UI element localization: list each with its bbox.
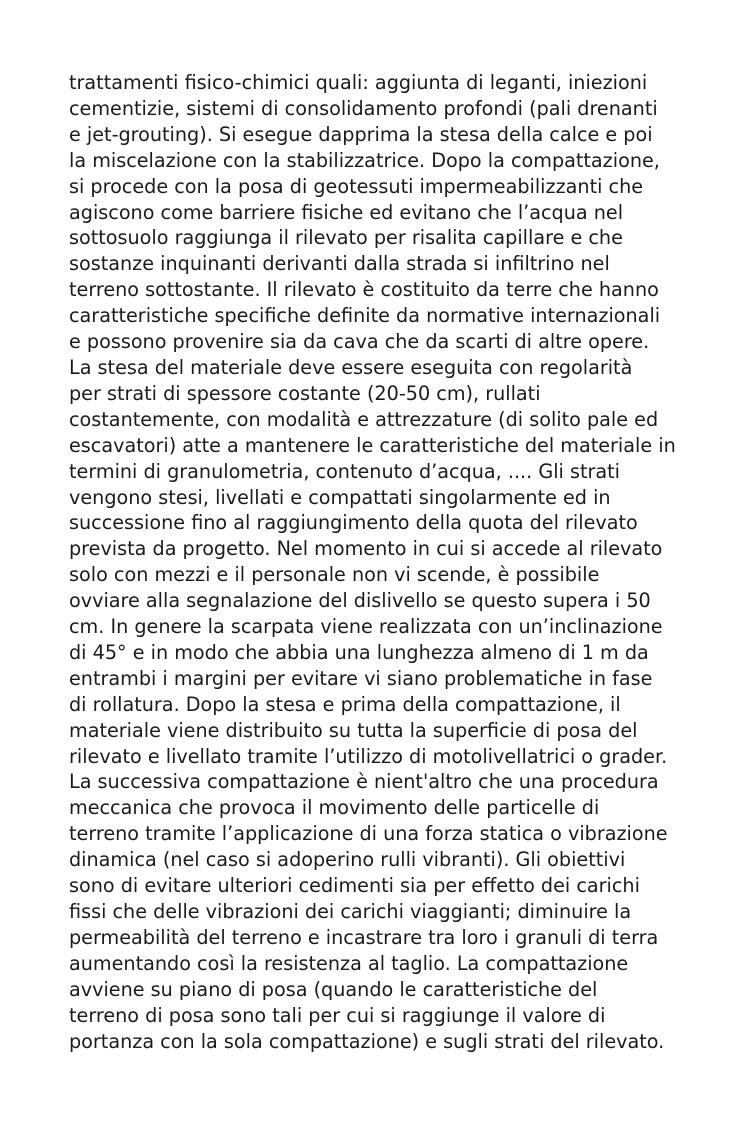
text-line: solo con mezzi e il personale non vi scende, è possibile <box>69 563 600 587</box>
text-line: cm. In genere la scarpata viene realizzata con un’inclinazione <box>69 615 663 639</box>
text-line: materiale viene distribuito su tutta la superficie di posa del <box>69 718 638 742</box>
text-line: La stesa del materiale deve essere eseguita con regolarità <box>69 355 633 379</box>
text-line: vengono stesi, livellati e compattati singolarmente ed in <box>69 485 611 509</box>
text-line: avviene su piano di posa (quando le caratteristiche del <box>69 977 598 1001</box>
text-line: ovviare alla segnalazione del dislivello se questo supera i 50 <box>69 589 651 613</box>
text-line: caratteristiche specifiche definite da normative internazionali <box>69 304 661 328</box>
text-line: rilevato e livellato tramite l’utilizzo di motolivellatrici o grader. <box>69 744 668 768</box>
text-line: escavatori) atte a mantenere le caratteristiche del materiale in <box>69 433 676 457</box>
text-line: successione fino al raggiungimento della quota del rilevato <box>69 511 638 535</box>
text-line: costantemente, con modalità e attrezzature (di solito pale ed <box>69 407 659 431</box>
text-line: sostanze inquinanti derivanti dalla strada si infiltrino nel <box>69 252 610 276</box>
text-line: entrambi i margini per evitare vi siano problematiche in fase <box>69 666 653 690</box>
body-paragraph <box>69 70 689 1054</box>
text-line: e possono provenire sia da cava che da scarti di altre opere. <box>69 330 650 354</box>
text-line: prevista da progetto. Nel momento in cui si accede al rilevato <box>69 537 663 561</box>
text-line: la miscelazione con la stabilizzatrice. Dopo la compattazione, <box>69 148 660 172</box>
text-line: La successiva compattazione è nient'altro che una procedura <box>69 770 659 794</box>
text-line: meccanica che provoca il movimento delle particelle di <box>69 796 600 820</box>
text-line: agiscono come barriere fisiche ed evitano che l’acqua nel <box>69 200 624 224</box>
text-line: trattamenti fisico-chimici quali: aggiunta di leganti, iniezioni <box>69 71 648 94</box>
text-line: terreno tramite l’applicazione di una forza statica o vibrazione <box>69 822 668 846</box>
text-line: di 45° e in modo che abbia una lunghezza almeno di 1 m da <box>69 640 649 664</box>
text-line: dinamica (nel caso si adoperino rulli vibranti). Gli obiettivi <box>69 848 626 872</box>
text-line: termini di granulometria, contenuto d’acqua, .... Gli strati <box>69 459 621 483</box>
text-line: terreno sottostante. Il rilevato è costituito da terre che hanno <box>69 278 659 302</box>
text-line: per strati di spessore costante (20-50 cm), rullati <box>69 381 541 405</box>
text-line: si procede con la posa di geotessuti impermeabilizzanti che <box>69 174 644 198</box>
text-line: sono di evitare ulteriori cedimenti sia per effetto dei carichi <box>69 874 640 898</box>
text-line: e jet-grouting). Si esegue dapprima la stesa della calce e poi <box>69 122 653 146</box>
text-line: aumentando così la resistenza al taglio. La compattazione <box>69 951 629 975</box>
text-line: cementizie, sistemi di consolidamento profondi (pali drenanti <box>69 96 658 120</box>
text-line: sottosuolo raggiunga il rilevato per risalita capillare e che <box>69 226 623 250</box>
text-line: permeabilità del terreno e incastrare tra loro i granuli di terra <box>69 925 659 949</box>
text-line: di rollatura. Dopo la stesa e prima della compattazione, il <box>69 692 621 716</box>
text-line: portanza con la sola compattazione) e sugli strati del rilevato. <box>69 1029 665 1053</box>
text-line: terreno di posa sono tali per cui si raggiunge il valore di <box>69 1003 606 1027</box>
text-line: fissi che delle vibrazioni dei carichi viaggianti; diminuire la <box>69 900 632 923</box>
